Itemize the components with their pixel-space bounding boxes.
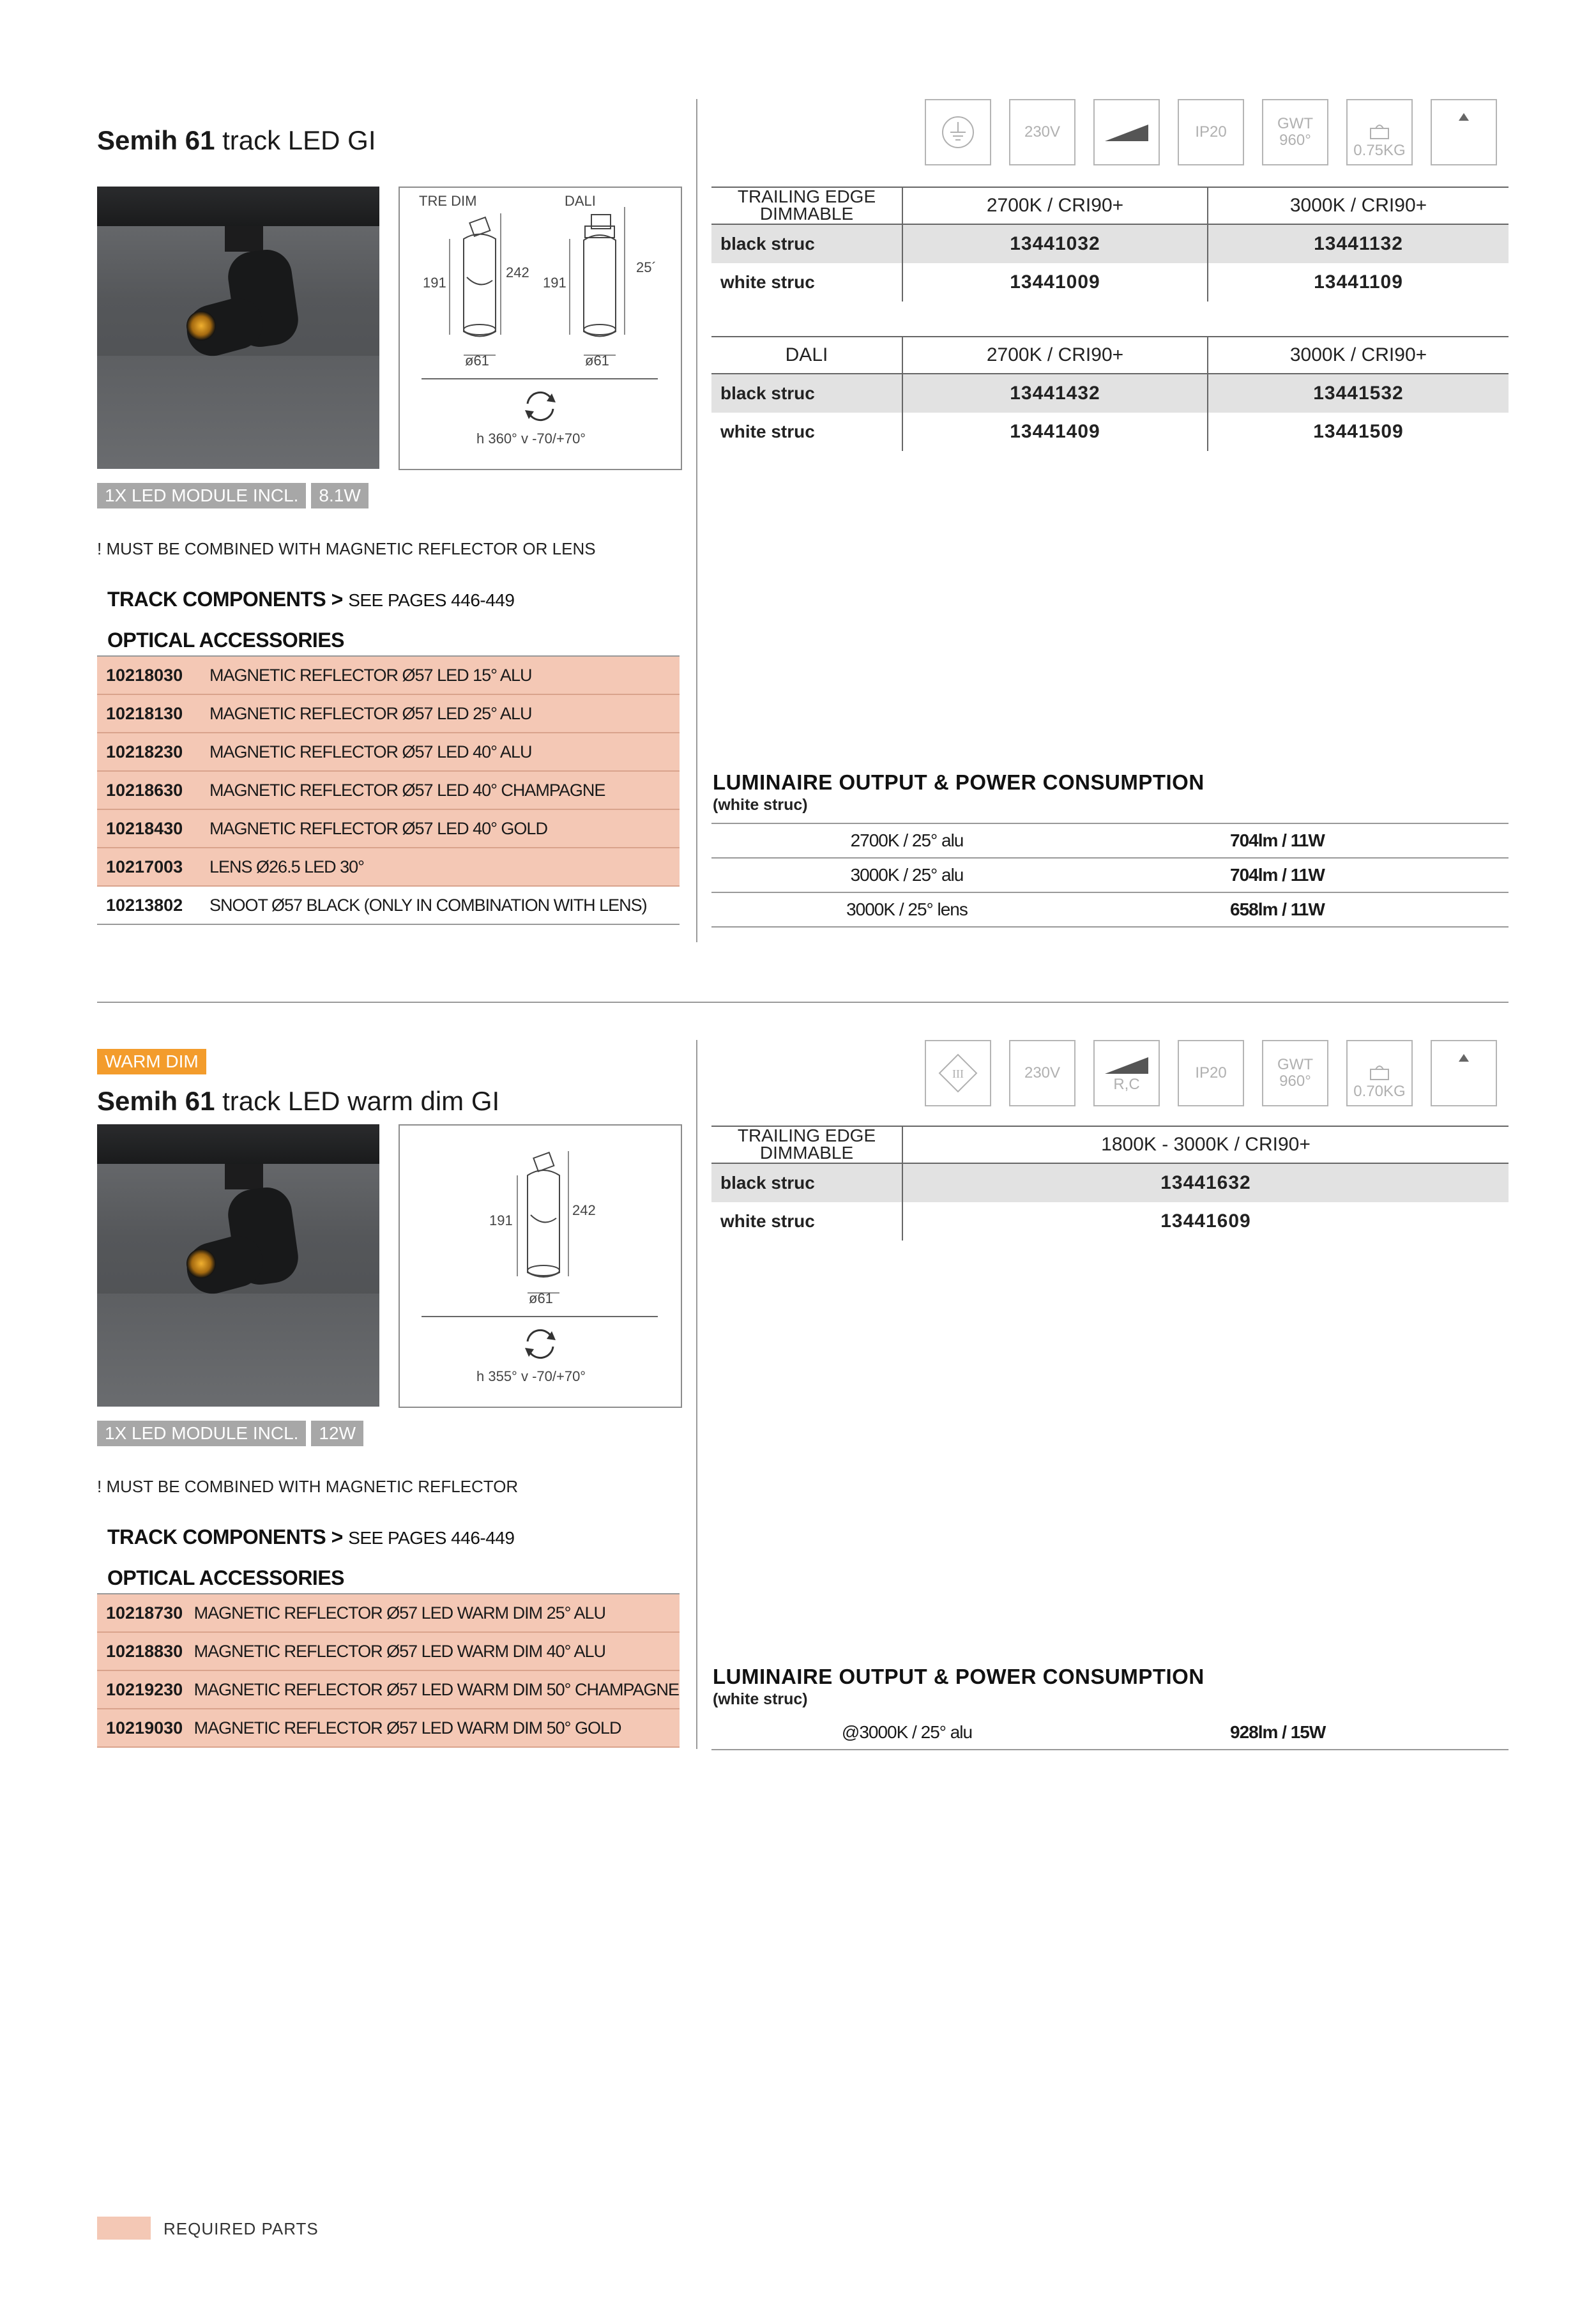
product2-output-table [711, 1716, 1509, 1750]
track-components-pages[interactable]: SEE PAGES 446-449 [348, 1528, 515, 1548]
table-row [711, 1716, 1509, 1750]
accessory-desc: MAGNETIC REFLECTOR Ø57 LED 15° ALU [209, 657, 680, 694]
accessory-desc: MAGNETIC REFLECTOR Ø57 LED 25° ALU [209, 694, 680, 733]
col-header-2700k: 2700K / CRI90+ [902, 187, 1208, 224]
accessory-desc: MAGNETIC REFLECTOR Ø57 LED WARM DIM 50° CHAMPAGNE [194, 1670, 680, 1709]
product2-output-title: LUMINAIRE OUTPUT & POWER CONSUMPTION [713, 1665, 1205, 1688]
row-label: white struc [720, 1211, 815, 1231]
product1-output-table [711, 823, 1509, 928]
wattage-badge: 12W [311, 1421, 363, 1446]
table-row [711, 1163, 1509, 1202]
product1-output-subtitle: (white struc) [713, 796, 808, 814]
accessory-code: 10217003 [97, 848, 209, 886]
product2-trailing-edge-table [711, 1126, 1509, 1241]
dim-dia: ø61 [529, 1290, 553, 1306]
table-row [97, 657, 680, 694]
product2-title-rest: track LED warm dim GI [222, 1086, 500, 1116]
row-label: white struc [720, 422, 815, 441]
table-row [711, 263, 1509, 302]
dimmer-ramp-icon [1093, 99, 1160, 165]
table-row [97, 1709, 680, 1747]
rotation-range: h 360° v -70/+70° [476, 431, 586, 447]
gwt-icon [1262, 1040, 1328, 1106]
gwt-label: GWT [1277, 114, 1313, 132]
ip-rating-icon [1178, 99, 1244, 165]
class-iii-icon [925, 1040, 991, 1106]
track-components-label: TRACK COMPONENTS > [107, 588, 343, 611]
fixture-outline-drawing [400, 1126, 681, 1317]
article-number[interactable]: 13441409 [902, 413, 1208, 451]
dimmer-ramp-rc-icon [1093, 1040, 1160, 1106]
voltage-label: 230V [1024, 123, 1061, 141]
output-config: 3000K / 25° alu [711, 858, 1102, 892]
row-label: black struc [711, 224, 902, 263]
gwt-temp-label: 960° [1279, 1073, 1311, 1090]
col-header-dali: DALI [711, 337, 902, 374]
accessory-code: 10218130 [97, 694, 209, 733]
accessory-desc: MAGNETIC REFLECTOR Ø57 LED WARM DIM 25° ALU [194, 1594, 680, 1632]
table-row [97, 848, 680, 886]
ip-label: IP20 [1195, 1064, 1227, 1081]
dim-191-dali: 191 [543, 275, 566, 291]
col-header-3000k: 3000K / CRI90+ [1208, 187, 1509, 224]
accessory-code: 10218830 [97, 1632, 194, 1670]
table-row [97, 1670, 680, 1709]
rc-label: R,C [1113, 1075, 1140, 1093]
accessory-code: 10213802 [97, 886, 209, 924]
product2-accessories-table [97, 1594, 680, 1748]
product2-title [97, 1086, 499, 1117]
product2-output-subtitle: (white struc) [713, 1690, 808, 1708]
product1-optical-title: OPTICAL ACCESSORIES [107, 629, 344, 652]
product1-dimension-drawing [399, 187, 682, 470]
ip-rating-icon [1178, 1040, 1244, 1106]
weight-icon [1346, 1040, 1413, 1106]
product2-badges [97, 1421, 363, 1446]
row-label: white struc [720, 272, 815, 292]
table-row [711, 374, 1509, 413]
output-value: 704lm / 11W [1102, 858, 1509, 892]
table-row [711, 1202, 1509, 1241]
col-header-dimming: TRAILING EDGE DIMMABLE [711, 187, 902, 224]
product1-note: ! MUST BE COMBINED WITH MAGNETIC REFLECTOR OR LENS [97, 539, 596, 558]
triangle-up-icon [1431, 99, 1497, 165]
table-row [711, 892, 1509, 927]
product2-photo [97, 1124, 379, 1407]
product2-title-bold: Semih 61 [97, 1086, 215, 1116]
accessory-code: 10218030 [97, 657, 209, 694]
article-number[interactable]: 13441532 [1208, 374, 1509, 413]
accessory-desc: SNOOT Ø57 BLACK (ONLY IN COMBINATION WITH LENS) [209, 886, 680, 924]
track-components-pages[interactable]: SEE PAGES 446-449 [348, 590, 515, 610]
product2-note: ! MUST BE COMBINED WITH MAGNETIC REFLECTOR [97, 1477, 519, 1496]
dim-191: 191 [489, 1212, 513, 1228]
led-module-badge: 1X LED MODULE INCL. [97, 483, 306, 508]
class-iii-label: III [952, 1067, 964, 1080]
table-row [711, 823, 1509, 858]
track-components-label: TRACK COMPONENTS > [107, 1525, 343, 1548]
accessory-desc: MAGNETIC REFLECTOR Ø57 LED WARM DIM 50° GOLD [194, 1709, 680, 1747]
output-value: 658lm / 11W [1102, 892, 1509, 927]
weight-label: 0.75KG [1353, 141, 1406, 159]
row-label: black struc [711, 1163, 902, 1202]
product1-spec-icons [925, 99, 1497, 165]
product1-badges [97, 483, 369, 508]
voltage-label: 230V [1024, 1064, 1061, 1081]
gwt-temp-label: 960° [1279, 132, 1311, 149]
table-row [97, 809, 680, 848]
triangle-up-icon [1431, 1040, 1497, 1106]
gwt-label: GWT [1277, 1055, 1313, 1073]
accessory-code: 10218230 [97, 733, 209, 771]
required-parts-swatch [97, 2217, 151, 2240]
dim-dia-tre: ø61 [465, 353, 489, 369]
earth-symbol-icon [925, 99, 991, 165]
warm-dim-badge: WARM DIM [97, 1049, 206, 1074]
rotation-icon [521, 388, 559, 424]
voltage-icon [1009, 1040, 1075, 1106]
gwt-icon [1262, 99, 1328, 165]
product2-track-components [107, 1525, 514, 1549]
product1-track-components [107, 588, 514, 611]
accessory-code: 10218730 [97, 1594, 194, 1632]
col-header-2700k: 2700K / CRI90+ [902, 337, 1208, 374]
product1-title-bold: Semih 61 [97, 125, 215, 155]
accessory-code: 10219230 [97, 1670, 194, 1709]
accessory-desc: MAGNETIC REFLECTOR Ø57 LED 40° GOLD [209, 809, 680, 848]
article-number[interactable]: 13441109 [1208, 263, 1509, 302]
section-divider [97, 1002, 1509, 1003]
product2-dimension-drawing [399, 1124, 682, 1408]
product1-title-rest: track LED GI [222, 125, 376, 155]
label-dali: DALI [565, 193, 596, 209]
dim-25: 25´ [636, 259, 657, 275]
article-number[interactable]: 13441432 [902, 374, 1208, 413]
table-row [97, 1632, 680, 1670]
product1-title [97, 125, 376, 156]
accessory-desc: MAGNETIC REFLECTOR Ø57 LED 40° ALU [209, 733, 680, 771]
dim-191-tre: 191 [423, 275, 446, 291]
led-module-badge: 1X LED MODULE INCL. [97, 1421, 306, 1446]
col-header-3000k: 3000K / CRI90+ [1208, 337, 1509, 374]
product1-trailing-edge-table [711, 187, 1509, 302]
table-row [97, 886, 680, 924]
article-number[interactable]: 13441632 [902, 1163, 1509, 1202]
table-row [97, 694, 680, 733]
article-number[interactable]: 13441132 [1208, 224, 1509, 263]
output-config: 2700K / 25° alu [711, 823, 1102, 858]
output-config: 3000K / 25° lens [711, 892, 1102, 927]
article-number[interactable]: 13441009 [902, 263, 1208, 302]
table-row [97, 733, 680, 771]
label-tre-dim: TRE DIM [419, 193, 477, 209]
required-parts-label: REQUIRED PARTS [163, 2219, 319, 2238]
product1-dali-table [711, 336, 1509, 451]
table-row [97, 771, 680, 809]
table-row [711, 224, 1509, 263]
accessory-code: 10218430 [97, 809, 209, 848]
output-value: 928lm / 15W [1102, 1716, 1509, 1750]
weight-label: 0.70KG [1353, 1082, 1406, 1100]
col-header-warm-dim: 1800K - 3000K / CRI90+ [902, 1126, 1509, 1163]
table-row [97, 1594, 680, 1632]
accessory-code: 10218630 [97, 771, 209, 809]
accessory-code: 10219030 [97, 1709, 194, 1747]
rotation-icon [521, 1326, 559, 1362]
rotation-range: h 355° v -70/+70° [476, 1368, 586, 1384]
product1-output-title: LUMINAIRE OUTPUT & POWER CONSUMPTION [713, 770, 1205, 794]
product2-optical-title: OPTICAL ACCESSORIES [107, 1566, 344, 1589]
column-divider [696, 1040, 697, 1749]
voltage-icon [1009, 99, 1075, 165]
row-label: black struc [711, 374, 902, 413]
article-number[interactable]: 13441032 [902, 224, 1208, 263]
product1-photo [97, 187, 379, 469]
ip-label: IP20 [1195, 123, 1227, 141]
output-value: 704lm / 11W [1102, 823, 1509, 858]
col-header-dimming: TRAILING EDGE DIMMABLE [711, 1126, 902, 1163]
column-divider [696, 99, 697, 942]
accessory-desc: LENS Ø26.5 LED 30° [209, 848, 680, 886]
product1-accessories-table [97, 657, 680, 925]
dim-242: 242 [572, 1202, 596, 1218]
table-row [711, 858, 1509, 892]
accessory-desc: MAGNETIC REFLECTOR Ø57 LED WARM DIM 40° ALU [194, 1632, 680, 1670]
weight-icon [1346, 99, 1413, 165]
wattage-badge: 8.1W [311, 483, 368, 508]
product2-spec-icons [925, 1040, 1497, 1106]
article-number[interactable]: 13441509 [1208, 413, 1509, 451]
output-config: @3000K / 25° alu [711, 1716, 1102, 1750]
accessory-desc: MAGNETIC REFLECTOR Ø57 LED 40° CHAMPAGNE [209, 771, 680, 809]
table-row [711, 413, 1509, 451]
dim-dia-dali: ø61 [585, 353, 609, 369]
dim-242: 242 [506, 264, 529, 280]
article-number[interactable]: 13441609 [902, 1202, 1509, 1241]
